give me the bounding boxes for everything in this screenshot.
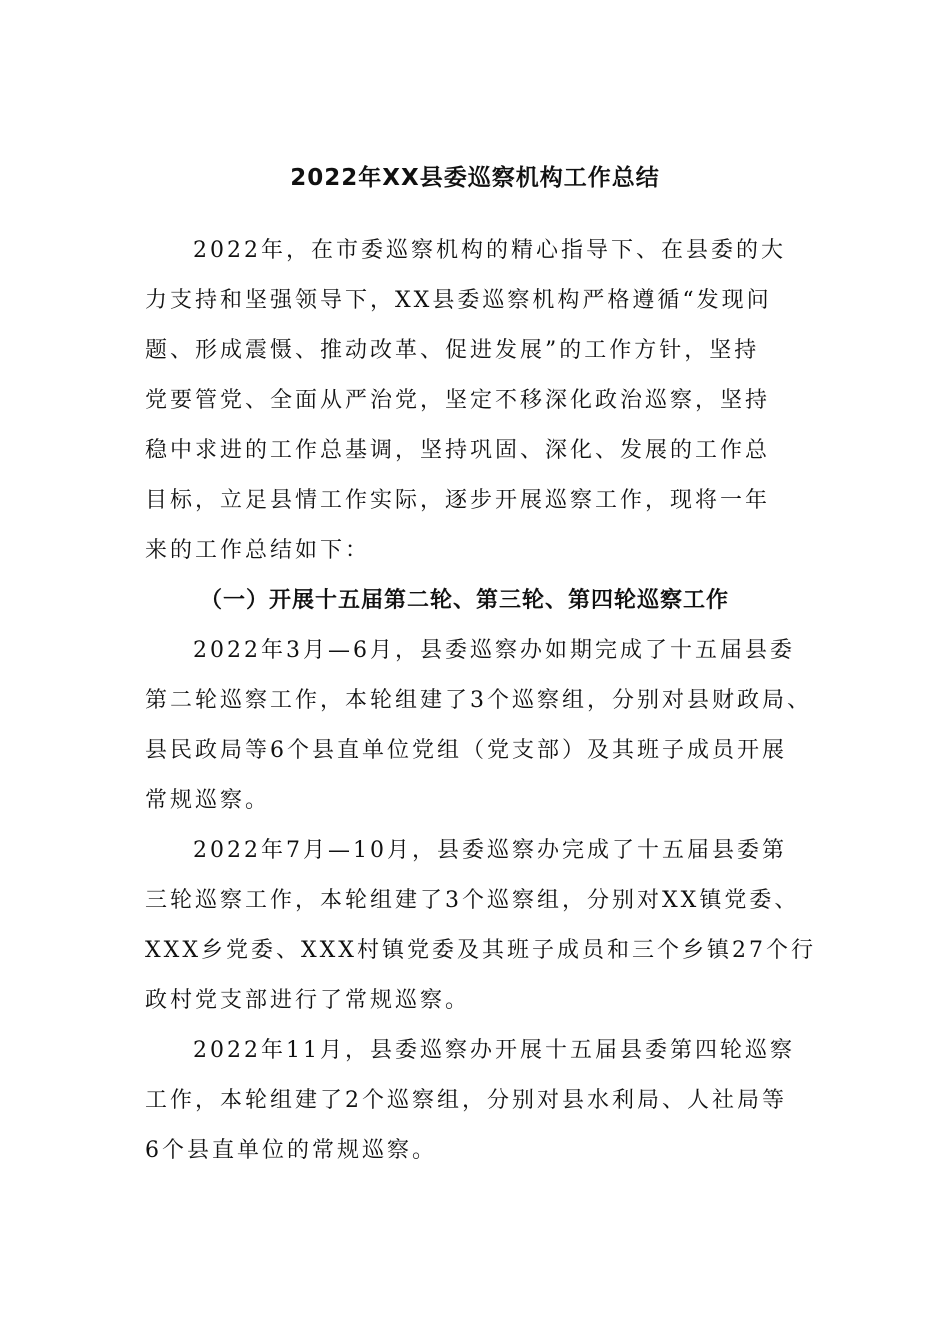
intro-line-5: 稳中求进的工作总基调，坚持巩固、深化、发展的工作总 [145,438,771,463]
intro-line-7: 来的工作总结如下： [145,538,371,563]
para2-line-4: 政村党支部进行了常规巡察。 [145,988,471,1013]
para1-line-4: 常规巡察。 [145,788,271,813]
para2-line-2: 三轮巡察工作，本轮组建了3个巡察组，分别对XX镇党委、 [145,888,800,913]
intro-line-2: 力支持和坚强领导下，XX县委巡察机构严格遵循“发现问 [145,288,772,313]
para3-line-3: 6个县直单位的常规巡察。 [145,1138,437,1163]
document-title: 2022年XX县委巡察机构工作总结 [290,165,660,191]
intro-line-1: 2022年，在市委巡察机构的精心指导下、在县委的大 [193,238,786,263]
para1-line-3: 县民政局等6个县直单位党组（党支部）及其班子成员开展 [145,738,787,763]
intro-line-3: 题、形成震慑、推动改革、促进发展”的工作方针，坚持 [145,338,760,363]
section-heading: （一）开展十五届第二轮、第三轮、第四轮巡察工作 [200,588,730,613]
para3-line-1: 2022年11月，县委巡察办开展十五届县委第四轮巡察 [193,1038,795,1063]
para1-line-1: 2022年3月—6月，县委巡察办如期完成了十五届县委 [193,638,795,663]
para2-line-3: XXX乡党委、XXX村镇党委及其班子成员和三个乡镇27个行 [145,938,816,963]
para1-line-2: 第二轮巡察工作，本轮组建了3个巡察组，分别对县财政局、 [145,688,812,713]
intro-line-6: 目标，立足县情工作实际，逐步开展巡察工作，现将一年 [145,488,771,513]
para3-line-2: 工作，本轮组建了2个巡察组，分别对县水利局、人社局等 [145,1088,787,1113]
intro-line-4: 党要管党、全面从严治党，坚定不移深化政治巡察，坚持 [145,388,771,413]
para2-line-1: 2022年7月—10月，县委巡察办完成了十五届县委第 [193,838,787,863]
